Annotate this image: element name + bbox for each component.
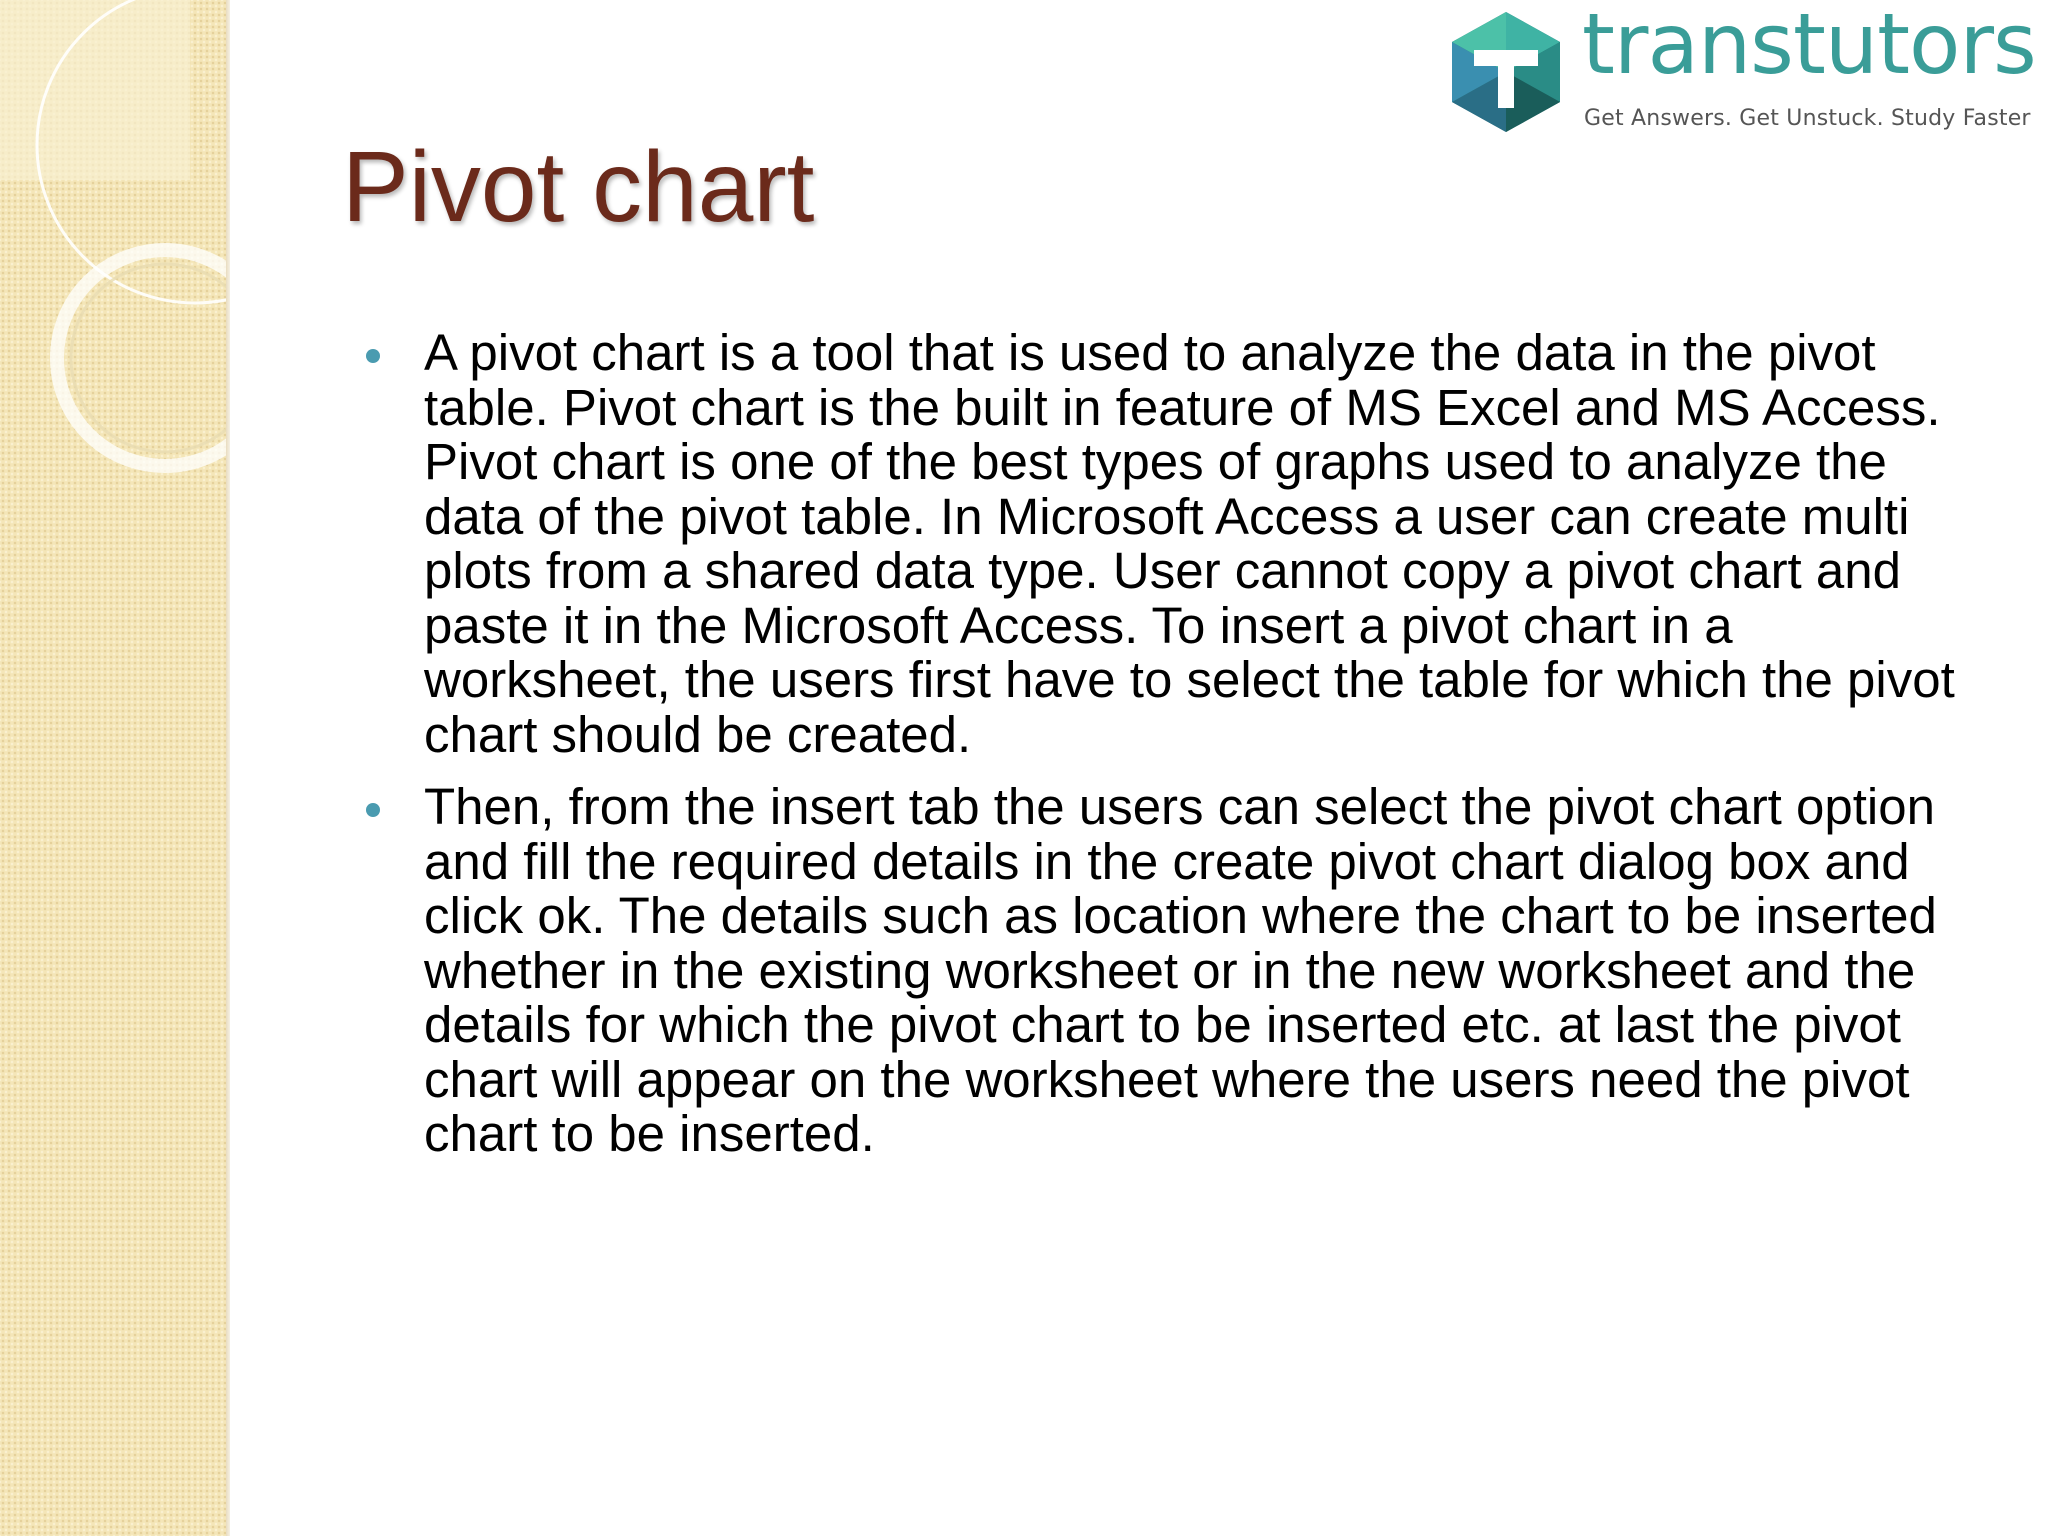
slide-title: Pivot chart xyxy=(342,131,815,243)
bullet-dot-icon xyxy=(366,349,380,363)
slide-content xyxy=(360,326,1990,1180)
bullet-dot-icon xyxy=(366,803,380,817)
bullet-item xyxy=(360,780,1990,1162)
bullet-text: A pivot chart is a tool that is used to analyze the data in the pivot table. Pivot chart is the built in feature of MS Excel and MS Access. Pivot chart is one of the best types of graphs used to analyze the data of the pivot table. In Microsoft Access a user can create multi plots from a shared data type. User cannot copy a pivot chart and paste it in the Microsoft Access. To insert a pivot chart in a worksheet, the users first have to select the table for which the pivot chart should be created. xyxy=(424,324,1955,763)
logo-tagline: Get Answers. Get Unstuck. Study Faster xyxy=(1584,106,2031,131)
decorative-circles xyxy=(0,0,226,520)
side-band-edge xyxy=(226,0,230,1536)
transtutors-hexagon-logo-icon xyxy=(1448,10,1564,134)
logo-wordmark: transtutors xyxy=(1582,0,2036,93)
bullet-item xyxy=(360,326,1990,762)
transtutors-logo xyxy=(1448,0,2038,140)
decorative-side-band xyxy=(0,0,226,1536)
bullet-text: Then, from the insert tab the users can select the pivot chart option and fill the required details in the create pivot chart dialog box and click ok. The details such as location where the chart to be inserted whether in the existing worksheet or in the new worksheet and the details for which the pivot chart to be inserted etc. at last the pivot chart will appear on the worksheet where the users need the pivot chart to be inserted. xyxy=(424,778,1937,1162)
bullet-list xyxy=(360,326,1990,1162)
